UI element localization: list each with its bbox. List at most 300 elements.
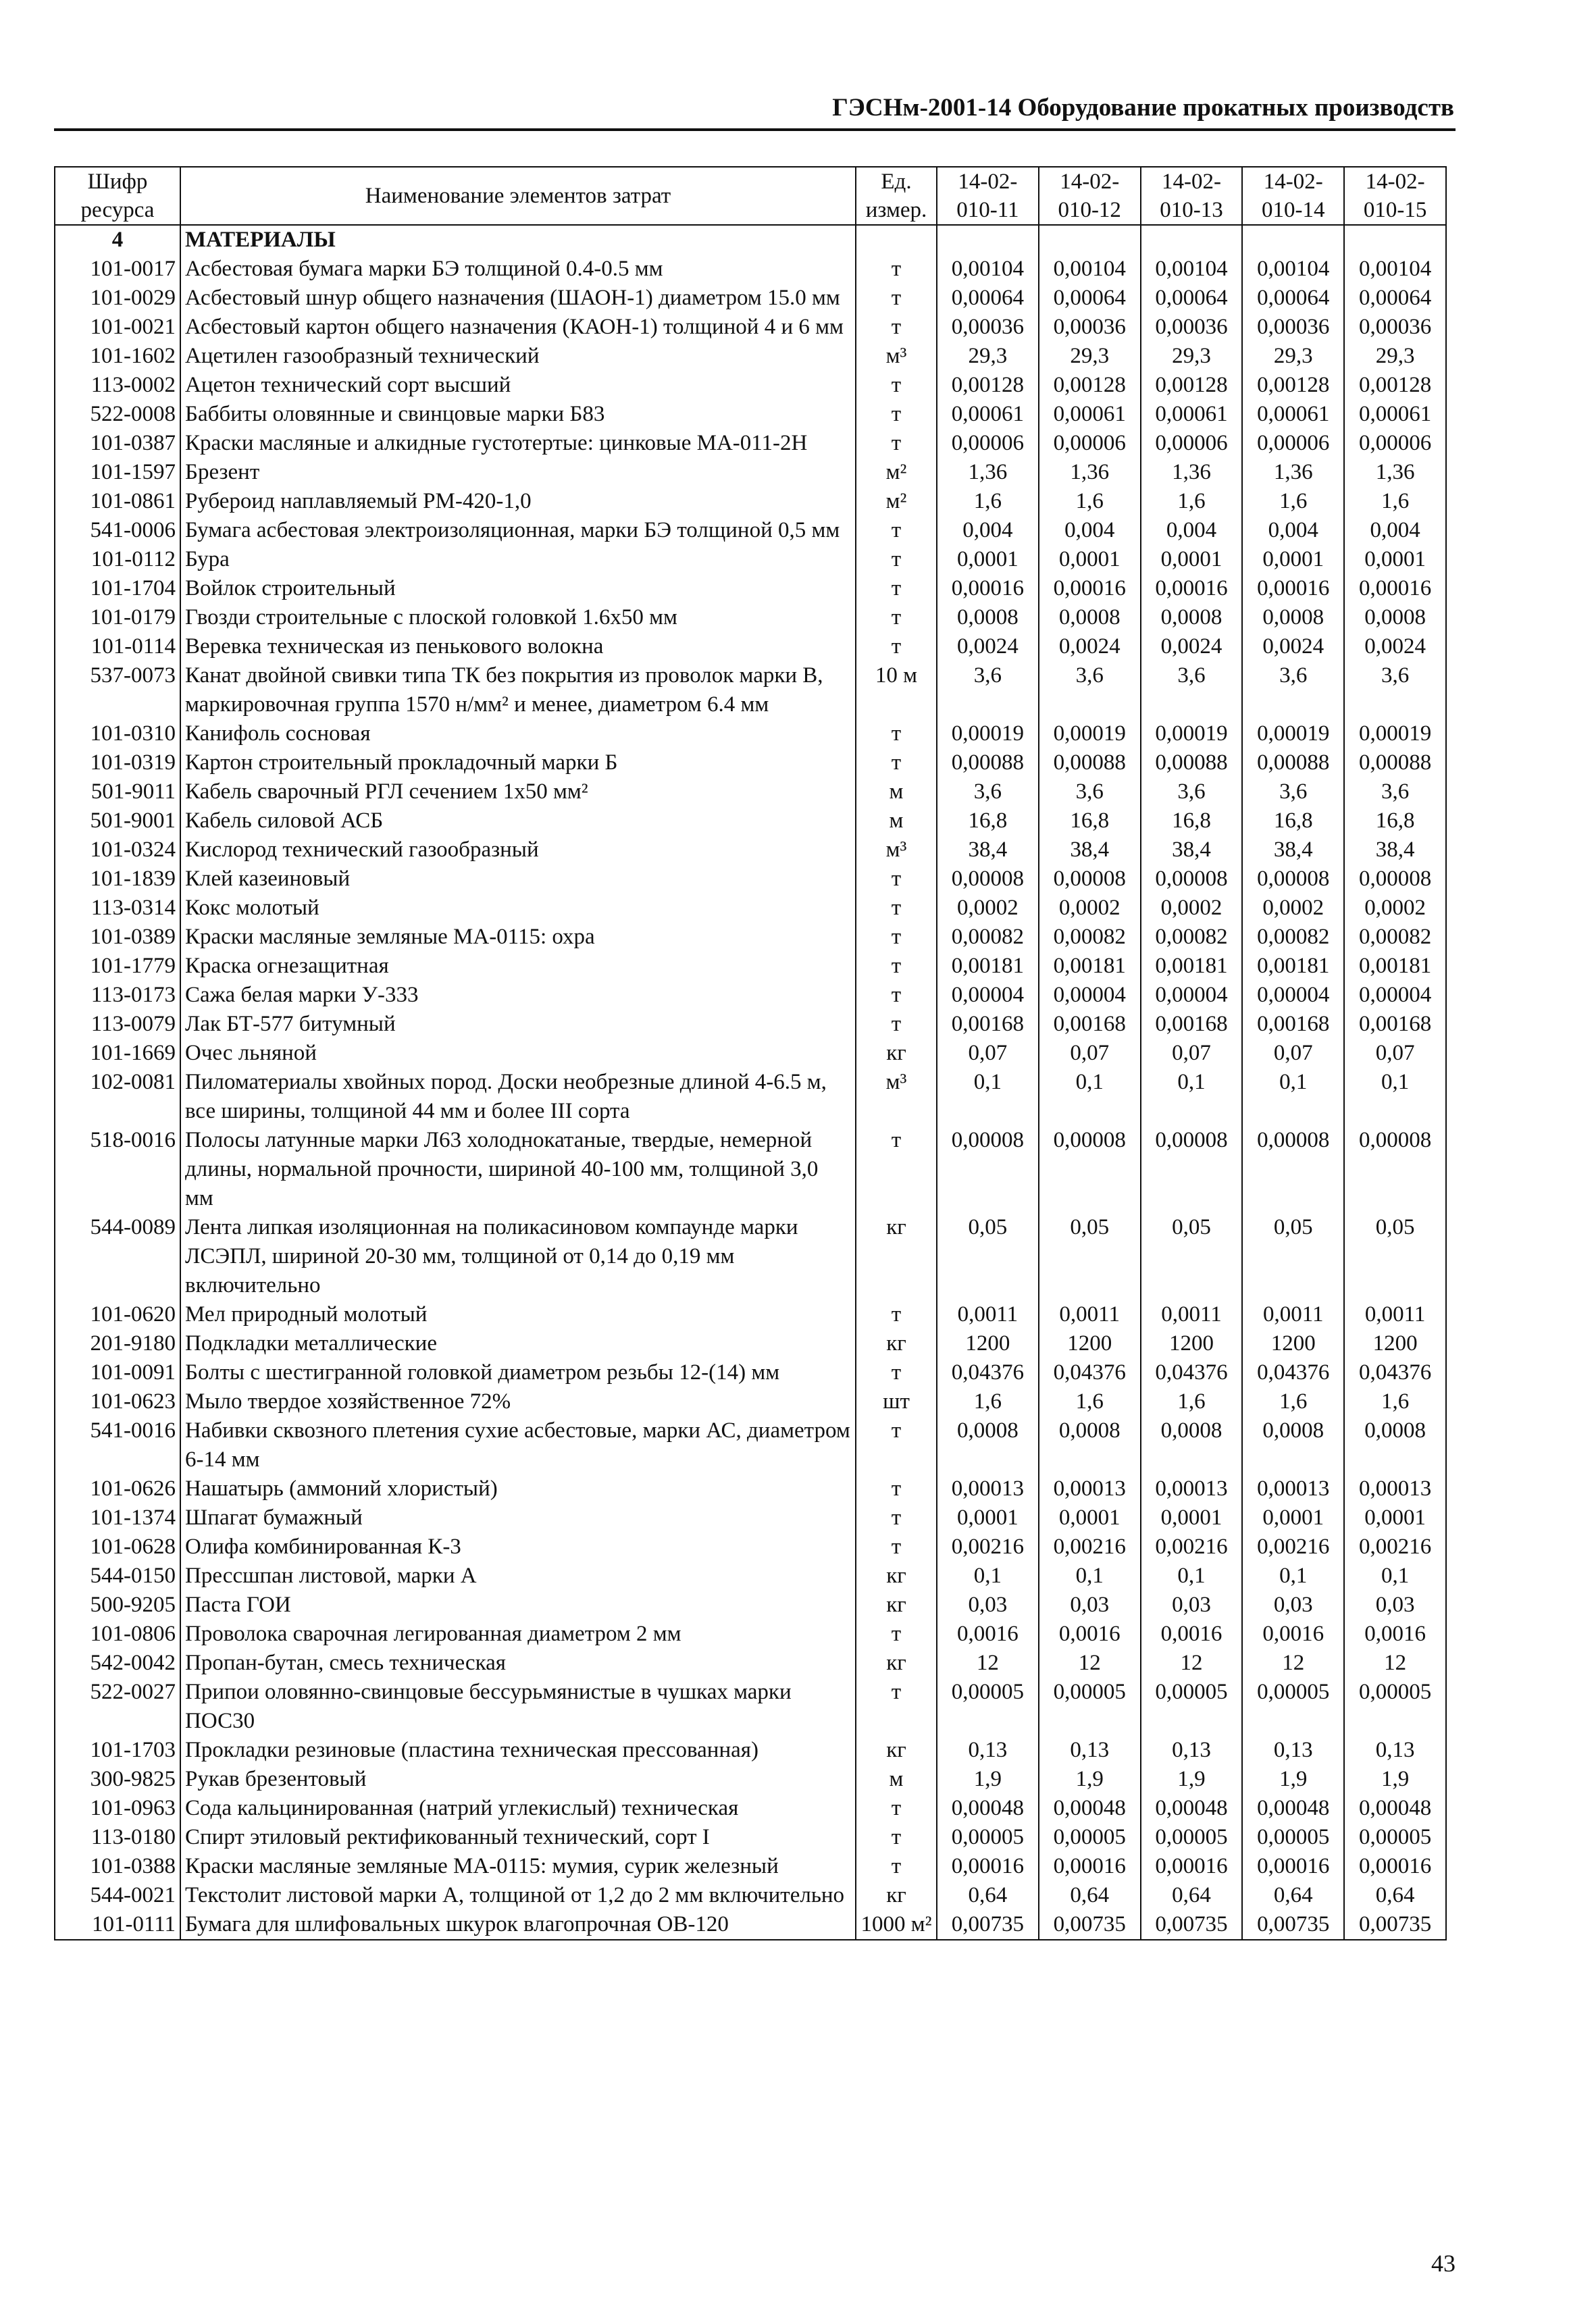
resource-name: Спирт этиловый ректификованный технический, сорт I (180, 1823, 856, 1852)
section-number: 4 (55, 225, 180, 255)
column-header-norm: 14-02-010-15 (1344, 167, 1446, 225)
resource-code: 501-9001 (55, 806, 180, 835)
norm-value: 0,00061 (1242, 400, 1344, 429)
norm-value: 0,00064 (1141, 284, 1243, 313)
norm-value: 0,004 (937, 516, 1039, 545)
norm-value: 0,004 (1141, 516, 1243, 545)
norm-value: 0,004 (1039, 516, 1141, 545)
norm-value: 38,4 (1039, 835, 1141, 865)
norm-value: 0,00128 (937, 371, 1039, 400)
resource-code: 101-0111 (55, 1910, 180, 1940)
resource-unit: м² (856, 458, 937, 487)
norm-value: 0,00013 (1344, 1474, 1446, 1503)
norm-value: 16,8 (1141, 806, 1243, 835)
norm-value: 0,00016 (1039, 574, 1141, 603)
norm-value: 0,0011 (1039, 1300, 1141, 1329)
norm-value: 0,0024 (1242, 632, 1344, 661)
resource-code: 518-0016 (55, 1126, 180, 1213)
table-row (55, 371, 1446, 400)
norm-value: 0,00008 (937, 1126, 1039, 1213)
table-row (55, 952, 1446, 981)
norm-value: 0,00048 (1242, 1794, 1344, 1823)
norm-value: 1200 (1039, 1329, 1141, 1358)
resource-name: Лента липкая изоляционная на поликасиновом компаунде марки ЛСЭПЛ, шириной 20-30 мм, толщиной от 0,14 до 0,19 мм включительно (180, 1213, 856, 1300)
norm-value: 0,03 (1242, 1591, 1344, 1620)
norm-value: 0,00013 (937, 1474, 1039, 1503)
resource-unit: т (856, 632, 937, 661)
resource-name: Олифа комбинированная К-3 (180, 1533, 856, 1562)
section-title: МАТЕРИАЛЫ (180, 225, 856, 255)
norm-value: 0,00181 (1039, 952, 1141, 981)
resource-unit: кг (856, 1329, 937, 1358)
norm-value: 0,03 (937, 1591, 1039, 1620)
norm-value: 1200 (937, 1329, 1039, 1358)
table-row (55, 661, 1446, 719)
norm-value: 0,00016 (1039, 1852, 1141, 1881)
norm-value: 0,00006 (937, 429, 1039, 458)
resource-unit: т (856, 981, 937, 1010)
resource-name: Мел природный молотый (180, 1300, 856, 1329)
norm-value: 0,64 (1242, 1881, 1344, 1910)
norm-value: 0,0016 (1039, 1620, 1141, 1649)
norm-value: 0,0001 (1242, 545, 1344, 574)
resource-name: Войлок строительный (180, 574, 856, 603)
resource-code: 500-9205 (55, 1591, 180, 1620)
norm-value: 1,9 (1242, 1765, 1344, 1794)
table-row (55, 1126, 1446, 1213)
norm-value: 38,4 (937, 835, 1039, 865)
resource-code: 101-0319 (55, 748, 180, 777)
norm-value: 0,00019 (1039, 719, 1141, 748)
resource-name: Набивки сквозного плетения сухие асбестовые, марки АС, диаметром 6-14 мм (180, 1416, 856, 1474)
resource-unit: т (856, 1503, 937, 1533)
norm-value: 0,13 (1039, 1736, 1141, 1765)
norm-value: 12 (1242, 1649, 1344, 1678)
norm-value: 0,0011 (1141, 1300, 1243, 1329)
norm-value: 1,6 (1344, 1387, 1446, 1416)
resource-name: Асбестовая бумага марки БЭ толщиной 0.4-0.5 мм (180, 255, 856, 284)
resource-code: 541-0006 (55, 516, 180, 545)
norm-value: 0,1 (1344, 1562, 1446, 1591)
norm-value: 0,00168 (1242, 1010, 1344, 1039)
resource-name: Клей казеиновый (180, 865, 856, 894)
norm-value: 0,0008 (1039, 1416, 1141, 1474)
norm-value: 0,00016 (1344, 574, 1446, 603)
resource-code: 101-1374 (55, 1503, 180, 1533)
table-row (55, 835, 1446, 865)
norm-value: 0,0008 (1242, 603, 1344, 632)
table-row (55, 1562, 1446, 1591)
table-row (55, 777, 1446, 806)
table-row (55, 1474, 1446, 1503)
norm-value: 0,00004 (1242, 981, 1344, 1010)
norm-value: 0,00036 (1344, 313, 1446, 342)
column-header-norm: 14-02-010-12 (1039, 167, 1141, 225)
norm-value: 0,04376 (1242, 1358, 1344, 1387)
norm-value: 0,00005 (1242, 1678, 1344, 1736)
norm-value: 0,0008 (1039, 603, 1141, 632)
norm-value: 0,00008 (1141, 1126, 1243, 1213)
resource-unit: т (856, 1010, 937, 1039)
norm-value: 0,00128 (1242, 371, 1344, 400)
norm-value: 0,00005 (937, 1678, 1039, 1736)
resource-unit: т (856, 1852, 937, 1881)
norm-value: 0,0011 (1344, 1300, 1446, 1329)
norm-value: 0,13 (1141, 1736, 1243, 1765)
resource-name: Ацетон технический сорт высший (180, 371, 856, 400)
norm-value: 29,3 (1141, 342, 1243, 371)
norm-value: 0,00168 (1141, 1010, 1243, 1039)
norm-value: 1,6 (1141, 487, 1243, 516)
norm-value: 0,00128 (1039, 371, 1141, 400)
resource-code: 101-0861 (55, 487, 180, 516)
norm-value: 0,0001 (937, 1503, 1039, 1533)
resource-code: 113-0002 (55, 371, 180, 400)
norm-value: 0,0024 (937, 632, 1039, 661)
resource-name: Лак БТ-577 битумный (180, 1010, 856, 1039)
norm-value: 0,0016 (1141, 1620, 1243, 1649)
table-row (55, 923, 1446, 952)
norm-value: 0,04376 (1039, 1358, 1141, 1387)
norm-value: 1,36 (937, 458, 1039, 487)
resource-unit: т (856, 1794, 937, 1823)
table-row (55, 1910, 1446, 1940)
resource-unit: шт (856, 1387, 937, 1416)
norm-value: 0,00082 (1039, 923, 1141, 952)
table-row (55, 1213, 1446, 1300)
norm-value: 1,6 (1242, 1387, 1344, 1416)
table-row (55, 284, 1446, 313)
column-header-code: Шифр ресурса (55, 167, 180, 225)
resource-code: 102-0081 (55, 1068, 180, 1126)
norm-value: 0,00036 (1242, 313, 1344, 342)
resource-name: Краска огнезащитная (180, 952, 856, 981)
resource-unit: т (856, 371, 937, 400)
norm-value: 0,1 (1344, 1068, 1446, 1126)
resource-code: 101-1839 (55, 865, 180, 894)
norm-value: 0,00004 (1141, 981, 1243, 1010)
table-row (55, 1794, 1446, 1823)
norm-value: 0,64 (1344, 1881, 1446, 1910)
norm-value: 1200 (1344, 1329, 1446, 1358)
norm-value: 0,004 (1344, 516, 1446, 545)
header-divider (54, 128, 1456, 131)
norm-value: 0,05 (1344, 1213, 1446, 1300)
resource-code: 101-1779 (55, 952, 180, 981)
table-row (55, 1591, 1446, 1620)
resource-code: 522-0008 (55, 400, 180, 429)
norm-value: 0,00016 (1242, 574, 1344, 603)
resource-code: 101-0620 (55, 1300, 180, 1329)
table-row (55, 719, 1446, 748)
norm-value: 0,0002 (1242, 894, 1344, 923)
resource-unit: т (856, 603, 937, 632)
norm-value: 0,00104 (1141, 255, 1243, 284)
resource-code: 101-0389 (55, 923, 180, 952)
norm-value: 0,00016 (1141, 1852, 1243, 1881)
norm-value: 0,00064 (1039, 284, 1141, 313)
norm-value: 0,00061 (1141, 400, 1243, 429)
resource-name: Веревка техническая из пенькового волокна (180, 632, 856, 661)
resource-name: Мыло твердое хозяйственное 72% (180, 1387, 856, 1416)
norm-value: 0,0002 (1141, 894, 1243, 923)
norm-value: 38,4 (1141, 835, 1243, 865)
norm-value: 3,6 (1141, 777, 1243, 806)
table-row (55, 1329, 1446, 1358)
norm-value: 0,00008 (1344, 865, 1446, 894)
resource-code: 101-0623 (55, 1387, 180, 1416)
resource-code: 201-9180 (55, 1329, 180, 1358)
table-row (55, 1358, 1446, 1387)
resource-unit: кг (856, 1591, 937, 1620)
resource-unit: т (856, 574, 937, 603)
norm-value: 0,00168 (1344, 1010, 1446, 1039)
table-row (55, 1010, 1446, 1039)
resource-name: Очес льняной (180, 1039, 856, 1068)
resource-unit: т (856, 545, 937, 574)
resource-name: Брезент (180, 458, 856, 487)
norm-value: 0,07 (1344, 1039, 1446, 1068)
norm-value: 0,07 (1039, 1039, 1141, 1068)
norm-value: 0,0001 (937, 545, 1039, 574)
norm-value: 0,00064 (1242, 284, 1344, 313)
norm-value: 1,9 (1039, 1765, 1141, 1794)
norm-value: 0,00168 (1039, 1010, 1141, 1039)
norm-value: 0,00006 (1242, 429, 1344, 458)
table-row (55, 429, 1446, 458)
norm-value: 0,0024 (1344, 632, 1446, 661)
norm-value: 0,00216 (1141, 1533, 1243, 1562)
resource-code: 544-0150 (55, 1562, 180, 1591)
resource-name: Прокладки резиновые (пластина техническая прессованная) (180, 1736, 856, 1765)
column-header-unit: Ед. измер. (856, 167, 937, 225)
norm-value: 0,00181 (1242, 952, 1344, 981)
table-header (55, 167, 1446, 225)
table-row (55, 342, 1446, 371)
table-row (55, 1300, 1446, 1329)
resource-name: Картон строительный прокладочный марки Б (180, 748, 856, 777)
resource-unit: 1000 м² (856, 1910, 937, 1940)
norm-value: 0,0008 (1344, 603, 1446, 632)
resource-code: 101-0021 (55, 313, 180, 342)
resource-name: Баббиты оловянные и свинцовые марки Б83 (180, 400, 856, 429)
norm-value: 12 (1141, 1649, 1243, 1678)
resource-name: Подкладки металлические (180, 1329, 856, 1358)
norm-value: 1,36 (1242, 458, 1344, 487)
norm-value: 0,04376 (1141, 1358, 1243, 1387)
norm-value: 1,9 (1344, 1765, 1446, 1794)
resource-unit: м (856, 777, 937, 806)
resource-unit: т (856, 1358, 937, 1387)
norm-value: 0,00008 (1242, 1126, 1344, 1213)
norm-value: 0,0008 (937, 603, 1039, 632)
resource-unit: кг (856, 1562, 937, 1591)
norm-value: 0,1 (1242, 1068, 1344, 1126)
resource-code: 113-0180 (55, 1823, 180, 1852)
table-row (55, 516, 1446, 545)
resource-unit: т (856, 284, 937, 313)
norm-value: 3,6 (1344, 661, 1446, 719)
table-row (55, 255, 1446, 284)
resource-name: Краски масляные и алкидные густотертые: цинковые МА-011-2Н (180, 429, 856, 458)
resource-name: Бумага асбестовая электроизоляционная, марки БЭ толщиной 0,5 мм (180, 516, 856, 545)
resource-unit: м (856, 1765, 937, 1794)
norm-value: 0,0002 (1344, 894, 1446, 923)
resource-name: Краски масляные земляные МА-0115: охра (180, 923, 856, 952)
norm-value: 0,05 (937, 1213, 1039, 1300)
norm-value: 3,6 (1242, 777, 1344, 806)
norm-value: 0,07 (937, 1039, 1039, 1068)
resource-name: Асбестовый шнур общего назначения (ШАОН-1) диаметром 15.0 мм (180, 284, 856, 313)
norm-value: 1,6 (1141, 1387, 1243, 1416)
resource-code: 113-0314 (55, 894, 180, 923)
norm-value: 0,00005 (937, 1823, 1039, 1852)
norm-value: 0,00016 (1242, 1852, 1344, 1881)
norm-value: 38,4 (1344, 835, 1446, 865)
table-row (55, 806, 1446, 835)
norm-value: 0,00064 (1344, 284, 1446, 313)
resource-code: 101-1669 (55, 1039, 180, 1068)
norm-value: 0,00061 (937, 400, 1039, 429)
norm-value: 16,8 (1039, 806, 1141, 835)
table-row (55, 632, 1446, 661)
norm-value: 1200 (1141, 1329, 1243, 1358)
column-header-norm: 14-02-010-13 (1141, 167, 1243, 225)
norm-value: 0,00181 (1344, 952, 1446, 981)
resource-code: 544-0089 (55, 1213, 180, 1300)
resource-code: 537-0073 (55, 661, 180, 719)
table-row (55, 1765, 1446, 1794)
norm-value: 0,0008 (1141, 1416, 1243, 1474)
table-body (55, 225, 1446, 1940)
resource-unit: т (856, 400, 937, 429)
resource-unit: т (856, 1416, 937, 1474)
table-row (55, 1620, 1446, 1649)
resource-name: Кабель сварочный РГЛ сечением 1х50 мм² (180, 777, 856, 806)
table-row (55, 1852, 1446, 1881)
norm-value: 0,00008 (1039, 1126, 1141, 1213)
norm-value: 1,6 (1344, 487, 1446, 516)
norm-value: 0,00735 (1039, 1910, 1141, 1940)
norm-value: 0,00008 (937, 865, 1039, 894)
table-row (55, 748, 1446, 777)
norm-value: 0,00128 (1344, 371, 1446, 400)
resource-unit: т (856, 1533, 937, 1562)
norm-value: 0,00048 (1039, 1794, 1141, 1823)
norm-value: 0,00082 (1141, 923, 1243, 952)
resource-code: 101-0114 (55, 632, 180, 661)
table-row (55, 574, 1446, 603)
norm-value: 0,00735 (1141, 1910, 1243, 1940)
resource-code: 542-0042 (55, 1649, 180, 1678)
resource-code: 101-0626 (55, 1474, 180, 1503)
norm-value: 0,03 (1141, 1591, 1243, 1620)
resource-code: 101-0963 (55, 1794, 180, 1823)
resource-unit: т (856, 865, 937, 894)
resource-unit: т (856, 1678, 937, 1736)
resource-code: 101-0029 (55, 284, 180, 313)
norm-value: 0,00168 (937, 1010, 1039, 1039)
resource-name: Проволока сварочная легированная диаметром 2 мм (180, 1620, 856, 1649)
norm-value: 0,13 (937, 1736, 1039, 1765)
norm-value: 16,8 (1344, 806, 1446, 835)
norm-value: 0,00005 (1141, 1823, 1243, 1852)
resource-code: 101-1597 (55, 458, 180, 487)
table-row (55, 545, 1446, 574)
resource-code: 101-0091 (55, 1358, 180, 1387)
norm-value: 0,64 (937, 1881, 1039, 1910)
norm-value: 0,07 (1141, 1039, 1243, 1068)
norm-value: 3,6 (937, 777, 1039, 806)
norm-value: 0,00016 (937, 1852, 1039, 1881)
page-header-title: ГЭСНм-2001-14 Оборудование прокатных производств (832, 94, 1454, 122)
norm-value: 0,00016 (1141, 574, 1243, 603)
norm-value: 0,00088 (1039, 748, 1141, 777)
norm-value: 0,00008 (1242, 865, 1344, 894)
norm-value: 1,9 (937, 1765, 1039, 1794)
resource-unit: м (856, 806, 937, 835)
resource-name: Пиломатериалы хвойных пород. Доски необрезные длиной 4-6.5 м, все ширины, толщиной 44 мм и более III сорта (180, 1068, 856, 1126)
norm-value: 0,00019 (1141, 719, 1243, 748)
norm-value: 0,1 (937, 1562, 1039, 1591)
table-row (55, 1039, 1446, 1068)
norm-value: 0,0001 (1141, 1503, 1243, 1533)
norm-value: 0,0001 (1039, 1503, 1141, 1533)
norm-value: 0,00019 (937, 719, 1039, 748)
norm-value: 0,00128 (1141, 371, 1243, 400)
table-row (55, 1416, 1446, 1474)
resource-unit: т (856, 748, 937, 777)
norm-value: 0,0002 (937, 894, 1039, 923)
norm-value: 1,36 (1344, 458, 1446, 487)
norm-value: 1,36 (1141, 458, 1243, 487)
resource-table (54, 166, 1447, 1940)
norm-value: 0,00048 (937, 1794, 1039, 1823)
norm-value: 0,00005 (1141, 1678, 1243, 1736)
resource-unit: т (856, 1300, 937, 1329)
norm-value: 3,6 (1242, 661, 1344, 719)
norm-value: 0,0008 (1242, 1416, 1344, 1474)
table-row (55, 1533, 1446, 1562)
resource-code: 101-0310 (55, 719, 180, 748)
norm-value: 0,00005 (1344, 1823, 1446, 1852)
resource-code: 300-9825 (55, 1765, 180, 1794)
norm-value: 0,00048 (1141, 1794, 1243, 1823)
table-row (55, 865, 1446, 894)
resource-unit: т (856, 1620, 937, 1649)
resource-code: 544-0021 (55, 1881, 180, 1910)
norm-value: 0,05 (1039, 1213, 1141, 1300)
resource-code: 501-9011 (55, 777, 180, 806)
norm-value: 0,1 (1039, 1562, 1141, 1591)
column-header-norm: 14-02-010-11 (937, 167, 1039, 225)
resource-code: 101-0806 (55, 1620, 180, 1649)
norm-value: 0,00104 (1344, 255, 1446, 284)
norm-value: 29,3 (1039, 342, 1141, 371)
resource-unit: т (856, 923, 937, 952)
norm-value: 0,0016 (1344, 1620, 1446, 1649)
column-header-name: Наименование элементов затрат (180, 167, 856, 225)
resource-code: 101-0324 (55, 835, 180, 865)
norm-value: 0,0002 (1039, 894, 1141, 923)
table-row (55, 1387, 1446, 1416)
norm-value: 0,0001 (1242, 1503, 1344, 1533)
norm-value: 0,00005 (1039, 1678, 1141, 1736)
resource-name: Нашатырь (аммоний хлористый) (180, 1474, 856, 1503)
resource-unit: т (856, 255, 937, 284)
norm-value: 0,00036 (937, 313, 1039, 342)
norm-value: 0,00216 (1039, 1533, 1141, 1562)
